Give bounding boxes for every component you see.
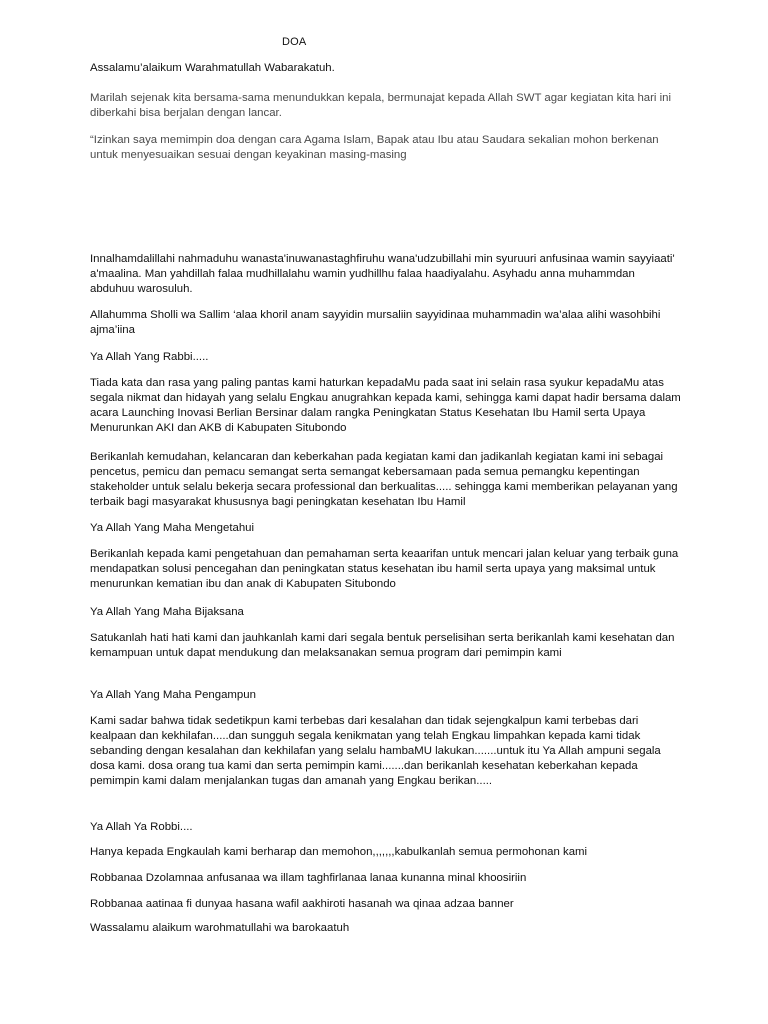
intro-paragraph-2: “Izinkan saya memimpin doa dengan cara Agama Islam, Bapak atau Ibu atau Saudara sekalian mohon berkenan untuk menyesuaikan sesuai dengan keyakinan masing-masing	[90, 134, 659, 161]
satukan-paragraph: Satukanlah hati hati kami dan jauhkanlah kami dari segala bentuk perselisihan serta berikanlah kami kesehatan dan kemampuan untuk dapat mendukung dan melaksanakan semua program dari pemimpin kami	[90, 632, 675, 659]
greeting: Assalamu’alaikum Warahmatullah Wabarakatuh.	[90, 62, 335, 74]
heading-maha-pengampun: Ya Allah Yang Maha Pengampun	[90, 689, 256, 701]
heading-ya-allah-rabbi: Ya Allah Yang Rabbi.....	[90, 351, 209, 363]
hanya-paragraph: Hanya kepada Engkaulah kami berharap dan memohon,,,,,,,kabulkanlah semua permohonan kami	[90, 846, 588, 858]
syukur-paragraph: Tiada kata dan rasa yang paling pantas kami haturkan kepadaMu pada saat ini selain rasa syukur kepadaMu atas segala nikmat dan hidayah yang selalu Engkau anugrahkan kepada kami, sehingga kami dapat hadir bersama dalam acara Launching Inovasi Berlian Bersinar dalam rangka Peningkatan Status Kesehatan Ibu Hamil serta Upaya Menurunkan AKI dan AKB di Kabupaten Situbondo	[90, 377, 681, 434]
robbanaa-paragraph-2: Robbanaa aatinaa fi dunyaa hasana wafil aakhiroti hasanah wa qinaa adzaa banner	[90, 898, 514, 910]
document-title: DOA	[282, 36, 307, 48]
sadar-paragraph: Kami sadar bahwa tidak sedetikpun kami terbebas dari kesalahan dan tidak sejengkalpun kami terbebas dari kealpaan dan kekhilafan.....dan sungguh segala kenikmatan yang telah Engkau limpahkan kepada kami tidak sebanding dengan kesalahan dan kekhilafan yang selalu hambaMU lakukan.......untuk itu Ya Allah ampuni segala dosa kami. dosa orang tua kami dan serta pemimpin kami.......dan berikanlah kesehatan keberkahan kepada pemimpin kami dalam menjalankan tugas dan amanah yang Engkau berikan.....	[90, 715, 661, 787]
closing-salutation: Wassalamu alaikum warohmatullahi wa barokaatuh	[90, 922, 350, 934]
pengetahuan-paragraph: Berikanlah kepada kami pengetahuan dan pemahaman serta keaarifan untuk mencari jalan keluar yang terbaik guna mendapatkan solusi pencegahan dan peningkatan status kesehatan ibu hamil serta upaya yang maksimal untuk menurunkan kematian ibu dan anak di Kabupaten Situbondo	[90, 548, 679, 590]
opening-prayer-paragraph: Innalhamdalillahi nahmaduhu wanasta'inuwanastaghfiruhu wana'udzubillahi min syuruuri anfusinaa wamin sayyiaati' a'maalina. Man yahdillah falaa mudhillalahu wamin yudhillhu falaa haadiyalahu. Asyhadu anna muhammdan abduhuu warosuluh.	[90, 253, 675, 295]
heading-ya-robbi: Ya Allah Ya Robbi....	[90, 821, 193, 833]
heading-maha-bijaksana: Ya Allah Yang Maha Bijaksana	[90, 606, 244, 618]
robbanaa-paragraph-1: Robbanaa Dzolamnaa anfusanaa wa illam taghfirlanaa lanaa kunanna minal khoosiriin	[90, 872, 527, 884]
heading-maha-mengetahui: Ya Allah Yang Maha Mengetahui	[90, 522, 255, 534]
intro-paragraph-1: Marilah sejenak kita bersama-sama menundukkan kepala, bermunajat kepada Allah SWT agar kegiatan kita hari ini diberkahi bisa berjalan dengan lancar.	[90, 92, 672, 119]
sholawat-paragraph: Allahumma Sholli wa Sallim ‘alaa khoril anam sayyidin mursaliin sayyidinaa muhammadin wa’alaa alihi wasohbihi ajma’iina	[90, 309, 661, 336]
kemudahan-paragraph: Berikanlah kemudahan, kelancaran dan keberkahan pada kegiatan kami dan jadikanlah kegiatan kami ini sebagai pencetus, pemicu dan pemacu semangat serta semangat kebersamaan pada semua pemangku kepentingan stakeholder untuk selalu bekerja secara professional dan berkualitas..... sehingga kami memberikan pelayanan yang terbaik bagi masyarakat khususnya bagi peningkatan kesehatan Ibu Hamil	[90, 451, 678, 508]
